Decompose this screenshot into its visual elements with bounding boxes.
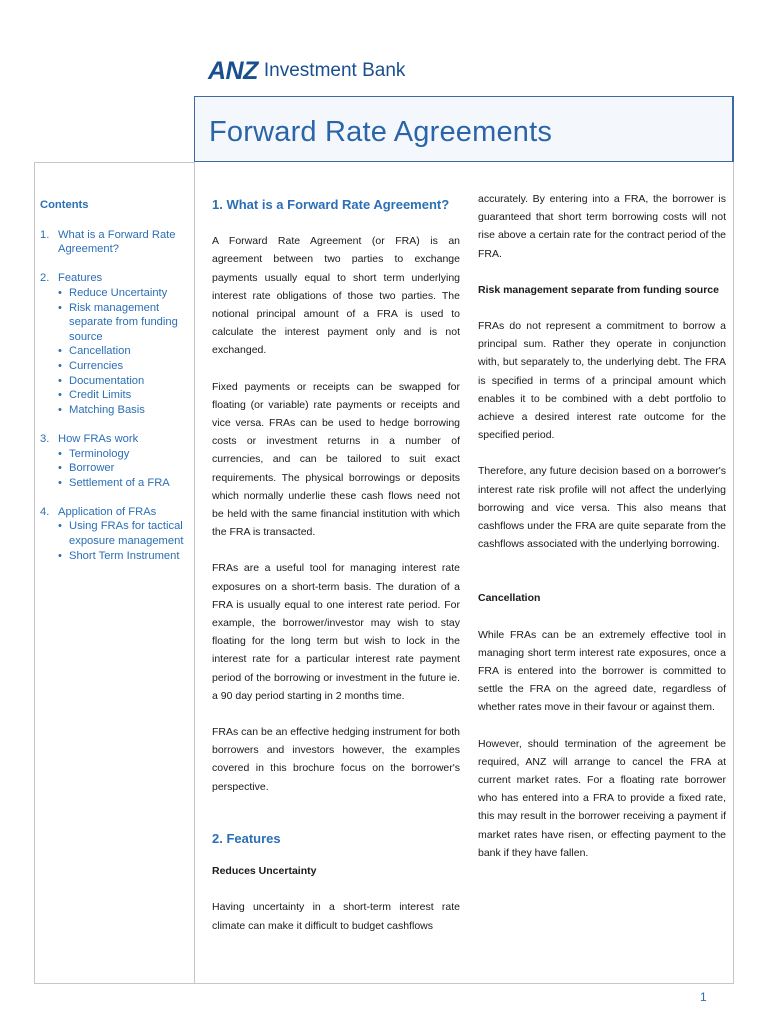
brand-name: Investment Bank: [263, 60, 406, 81]
toc-line: Matching Basis: [69, 403, 145, 416]
toc-line: separate from funding: [69, 316, 178, 329]
table-of-contents: [40, 198, 192, 563]
paragraph: However, should termination of the agreement be required, ANZ will arrange to cancel the FRA at current market rates. For a floating rate borrower who has entered into a FRA to provide a fixed rate, this may result in the borrower receiving a payment if market rates have risen, or effecting payment to the bank if they have fallen.: [478, 737, 726, 859]
toc-item-link[interactable]: [40, 476, 192, 491]
toc-item-link[interactable]: [40, 447, 192, 462]
toc-line: What is a Forward Rate: [58, 228, 176, 241]
paragraph: Having uncertainty in a short-term interest rate climate can make it difficult to budget cashflows: [212, 901, 460, 932]
toc-item-label: [69, 447, 129, 462]
toc-item-label: [69, 549, 179, 564]
toc-line: Documentation: [69, 374, 145, 387]
bullet-icon: •: [58, 447, 62, 460]
toc-item-label: [69, 374, 144, 389]
toc-line: source: [69, 330, 103, 343]
toc-section-number: 4.: [40, 505, 50, 518]
toc-item-link[interactable]: [40, 286, 192, 301]
toc-gap: [40, 257, 192, 272]
toc-item-link[interactable]: [40, 461, 192, 476]
toc-item-link[interactable]: [40, 344, 192, 359]
toc-line: Application of FRAs: [58, 505, 157, 518]
section-heading: 2. Features: [212, 830, 281, 846]
bullet-icon: •: [58, 476, 62, 489]
toc-item-link[interactable]: [40, 403, 192, 418]
column-1: [212, 196, 460, 935]
title-banner: [194, 96, 734, 162]
bullet-icon: •: [58, 286, 62, 299]
toc-item-label: [69, 519, 183, 548]
subheading: Reduces Uncertainty: [212, 865, 317, 878]
toc-item-link[interactable]: [40, 519, 192, 548]
toc-gap: [40, 490, 192, 505]
toc-item-label: [69, 461, 114, 476]
toc-item-label: [69, 301, 178, 345]
toc-title: Contents: [40, 199, 89, 211]
toc-line: How FRAs work: [58, 432, 139, 445]
bullet-icon: •: [58, 374, 62, 387]
toc-section-label: [58, 432, 138, 447]
paragraph: FRAs do not represent a commitment to borrow a principal sum. Rather they operate in conjunction with, but separately to, the underlying debt. The FRA is specified in terms of a principal amount which enables it to be combined with a debt portfolio to achieve a desired interest rate outcome for the specified period.: [478, 320, 726, 442]
toc-line: Cancellation: [69, 345, 131, 358]
toc-body: [40, 228, 192, 564]
toc-section-number: 3.: [40, 432, 50, 445]
toc-line: Settlement of a FRA: [69, 476, 170, 489]
bullet-icon: •: [58, 359, 62, 372]
paragraph: Fixed payments or receipts can be swapped for floating (or variable) rate payments or receipts and vice versa. FRAs can be used to hedge borrowing costs or investment returns in a number of currencies, and can be tailored to suit exact requirements. The physical borrowings or deposits which normally underlie these cash flows need not be held with the same financial institution with which the FRA is transacted.: [212, 380, 460, 539]
toc-section-link[interactable]: [40, 271, 192, 286]
divider: [194, 162, 195, 984]
page-number: 1: [700, 990, 707, 1004]
toc-item-label: [69, 286, 167, 301]
page-title: Forward Rate Agreements: [209, 116, 553, 148]
toc-item-label: [69, 476, 170, 491]
bullet-icon: •: [58, 301, 62, 314]
paragraph: FRAs can be an effective hedging instrument for both borrowers and investors however, the examples covered in this brochure focus on the borrower's perspective.: [212, 726, 460, 793]
bullet-icon: •: [58, 389, 62, 402]
brand-logo: [208, 58, 405, 84]
toc-line: Reduce Uncertainty: [69, 286, 168, 299]
toc-item-label: [69, 359, 123, 374]
paragraph: FRAs are a useful tool for managing interest rate exposures on a short-term basis. The duration of a FRA is usually equal to one interest rate period. For example, the borrower/investor may wish to stay floating for the long term but wish to lock in the interest rate for a particular interest rate payment period of the borrowing or investment in the future ie. a 90 day period starting in 2 months time.: [212, 562, 460, 702]
subheading: Cancellation: [478, 592, 541, 605]
paragraph: Therefore, any future decision based on a borrower's interest rate risk profile will not affect the underlying borrowing and vice versa. This also means that cashflows under the FRA are quite separate from the cashflows associated with the underlying borrowing.: [478, 465, 726, 551]
toc-line: Terminology: [69, 447, 130, 460]
toc-line: Short Term Instrument: [69, 549, 180, 562]
toc-line: Credit Limits: [69, 389, 132, 402]
section-heading: 1. What is a Forward Rate Agreement?: [212, 197, 450, 212]
divider: [733, 162, 734, 984]
toc-item-label: [69, 388, 131, 403]
toc-line: Features: [58, 272, 103, 285]
toc-section-link[interactable]: [40, 228, 192, 257]
anz-logo-text: ANZ: [208, 57, 258, 85]
toc-section-link[interactable]: [40, 505, 192, 520]
toc-item-link[interactable]: [40, 301, 192, 345]
column-2: [478, 190, 726, 862]
toc-item-link[interactable]: [40, 388, 192, 403]
toc-item-label: [69, 403, 145, 418]
divider: [34, 983, 734, 984]
bullet-icon: •: [58, 345, 62, 358]
toc-line: exposure management: [69, 535, 184, 548]
toc-section-link[interactable]: [40, 432, 192, 447]
bullet-icon: •: [58, 520, 62, 533]
toc-line: Currencies: [69, 359, 124, 372]
toc-item-label: [69, 344, 131, 359]
toc-section-label: [58, 271, 102, 286]
toc-item-link[interactable]: [40, 359, 192, 374]
toc-section-label: [58, 228, 176, 257]
toc-line: Agreement?: [58, 243, 119, 256]
subheading: Risk management separate from funding source: [478, 283, 719, 296]
paragraph: While FRAs can be an extremely effective tool in managing short term interest rate exposures, once a FRA is entered into the borrower is committed to settle the FRA on the agreed date, regardless of whether rates move in their favour or against them.: [478, 628, 726, 714]
toc-item-link[interactable]: [40, 374, 192, 389]
toc-item-link[interactable]: [40, 549, 192, 564]
toc-gap: [40, 417, 192, 432]
toc-line: Borrower: [69, 462, 115, 475]
bullet-icon: •: [58, 549, 62, 562]
bullet-icon: •: [58, 462, 62, 475]
toc-section-number: 2.: [40, 272, 50, 285]
toc-section-number: 1.: [40, 228, 50, 241]
paragraph: accurately. By entering into a FRA, the borrower is guaranteed that short term borrowing costs will not rise above a certain rate for the contract period of the FRA.: [478, 193, 726, 260]
bullet-icon: •: [58, 403, 62, 416]
toc-line: Using FRAs for tactical: [69, 520, 183, 533]
paragraph: A Forward Rate Agreement (or FRA) is an agreement between two parties to exchange payments usually equal to short term underlying interest rate obligations of those two parties. The notional principal amount of a FRA is used to calculate the interest payment only and is not exchanged.: [212, 235, 460, 357]
toc-line: Risk management: [69, 301, 160, 314]
toc-section-label: [58, 505, 156, 520]
